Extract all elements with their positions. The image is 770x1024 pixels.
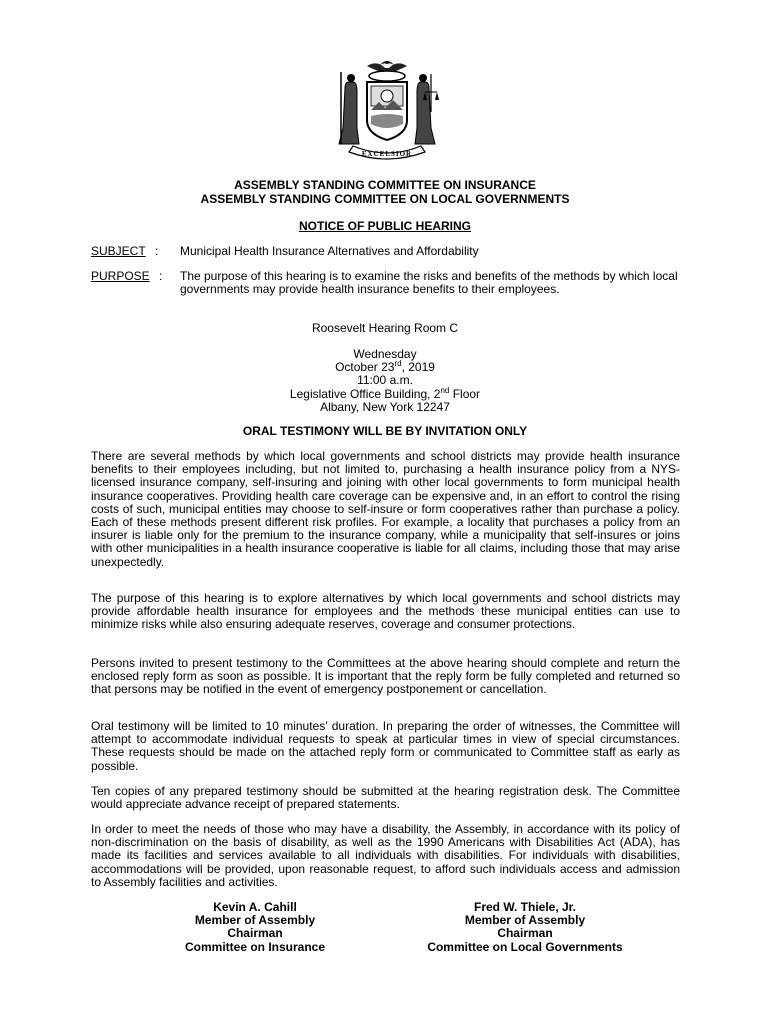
seal-motto: EXCELSIOR: [361, 150, 413, 158]
committee-heading-local-governments: ASSEMBLY STANDING COMMITTEE ON LOCAL GOVERNMENTS: [200, 192, 570, 206]
signer-role: Member of Assembly: [194, 913, 316, 928]
notice-title: NOTICE OF PUBLIC HEARING: [298, 219, 471, 233]
hearing-room: Roosevelt Hearing Room C: [311, 321, 459, 335]
hearing-time: 11:00 a.m.: [357, 373, 413, 388]
hearing-day: Wednesday: [353, 347, 417, 361]
signer-committee: Committee on Insurance: [184, 939, 326, 954]
paragraph-methods: There are several methods by which local governments and school districts may provide health insurance benefits to their employees including, but not limited to, purchasing a health insurance policy from a NYS-licensed insurance company, self-insuring and joining with other local governments to form municipal health insurance cooperatives. Providing health care coverage can be expensive and, in an effort to control the rising costs of such, municipal entities may choose to self-insure or form cooperatives rather than purchase a policy. Each of these methods present different risk profiles. For example, a locality that purchases a policy from an insurer is liable only for the premium to the insurance company, while a municipality that self-insures or joins with other municipalities in a health insurance cooperative is liable for all claims, including those that may arise unexpectedly.: [91, 449, 680, 569]
paragraph-copies: Ten copies of any prepared testimony should be submitted at the hearing registration desk. The Committee would appreciate advance receipt of prepared statements.: [91, 784, 680, 812]
signer-name: Kevin A. Cahill: [213, 900, 297, 914]
signature-cahill: [160, 901, 350, 954]
signer-title: Chairman: [497, 926, 553, 941]
committee-heading-insurance: ASSEMBLY STANDING COMMITTEE ON INSURANCE: [234, 178, 536, 192]
purpose-value: The purpose of this hearing is to examine the risks and benefits of the methods by which local governments may provide health insurance benefits to their employees.: [180, 269, 678, 297]
oral-testimony-notice: ORAL TESTIMONY WILL BE BY INVITATION ONLY: [242, 424, 528, 438]
hearing-building: Legislative Office Building, 2nd Floor: [289, 385, 481, 401]
hearing-date: October 23rd, 2019: [335, 359, 435, 375]
hearing-details: [0, 348, 770, 414]
signer-committee: Committee on Local Governments: [427, 939, 623, 954]
new-york-seal-icon: [327, 52, 447, 164]
signer-name: Fred W. Thiele, Jr.: [473, 900, 577, 914]
signer-role: Member of Assembly: [464, 913, 586, 928]
notice-page: EXCELSIOR ASSEMBLY STANDING COMMITTEE ON INSURANCE ASSEMBLY STANDING COMMITTEE ON LOCAL GOVERNMENTS NOTICE OF PUBLIC HEARING SUBJECT : Municipal Health Insurance Alternatives and Affordability PURPOSE : The purpose of this hearing is to examine the risks and benefits of the methods by which local governments may provide health insurance benefits to their employees. Roosevelt Hearing Room C Wednesday October 23rd, 2019 11:00 a.m. Legislative Office Building, 2nd Floor Albany, New York 12247 ORAL TESTIMONY WILL BE BY INVITATION ONLY There are several methods by which local governments and school districts may provide health insurance benefits to their employees including, but not limited to, purchasing a health insurance policy from a NYS-licensed insurance company, self-insuring and joining with other local governments to form municipal health insurance cooperatives. Providing health care coverage can be expensive and, in an effort to control the rising costs of such, municipal entities may choose to self-insure or form cooperatives rather than purchase a policy. Each of these methods present different risk profiles. For example, a locality that purchases a policy from an insurer is liable only for the premium to the insurance company, while a municipality that self-insures or joins with other municipalities in a health insurance cooperative is liable for all claims, including those that may arise unexpectedly. The purpose of this hearing is to explore alternatives by which local governments and school districts may provide affordable health insurance for employees and the methods these municipal entities can use to minimize risks while also ensuring adequate reserves, coverage and consumer protections. Persons invited to present testimony to the Committees at the above hearing should complete and return the enclosed reply form as soon as possible. It is important that the reply form be fully completed and returned so that persons may be notified in the event of emergency postponement or cancellation. Oral testimony will be limited to 10 minutes’ duration. In preparing the order of witnesses, the Committee will attempt to accommodate individual requests to speak at particular times in view of special circumstances. These requests should be made on the attached reply form or communicated to Committee staff as early as possible. Ten copies of any prepared testimony should be submitted at the hearing registration desk. The Committee would appreciate advance receipt of prepared statements. In order to meet the needs of those who may have a disability, the Assembly, in accordance with its policy of non-discrimination on the basis of disability, as well as the 1990 Americans with Disabilities Act (ADA), has made its facilities and services available to all individuals with disabilities. For individuals with disabilities, accommodations will be provided, upon reasonable request, to afford such individuals access and admission to Assembly facilities and activities. Kevin A. Cahill Member of Assembly Chairman Committee on Insurance Fred W. Thiele, Jr. Member of Assembly Chairman Committee on Local Governments: [0, 0, 770, 1024]
subject-label: SUBJECT: [91, 244, 146, 258]
signature-thiele: [405, 901, 645, 954]
subject-value: Municipal Health Insurance Alternatives and Affordability: [180, 244, 479, 258]
hearing-city: Albany, New York 12247: [320, 399, 450, 414]
paragraph-purpose: The purpose of this hearing is to explore alternatives by which local governments and school districts may provide affordable health insurance for employees and the methods these municipal entities can use to minimize risks while also ensuring adequate reserves, coverage and consumer protections.: [91, 591, 680, 632]
paragraph-oral-testimony: Oral testimony will be limited to 10 minutes’ duration. In preparing the order of witnesses, the Committee will attempt to accommodate individual requests to speak at particular times in view of special circumstances. These requests should be made on the attached reply form or communicated to Committee staff as early as possible.: [91, 719, 680, 773]
committee-headings: [0, 178, 770, 206]
paragraph-persons-invited: Persons invited to present testimony to the Committees at the above hearing should complete and return the enclosed reply form as soon as possible. It is important that the reply form be fully completed and returned so that persons may be notified in the event of emergency postponement or cancellation.: [91, 656, 680, 697]
purpose-label: PURPOSE: [91, 269, 150, 283]
paragraph-disability: In order to meet the needs of those who may have a disability, the Assembly, in accordance with its policy of non-discrimination on the basis of disability, as well as the 1990 Americans with Disabilities Act (ADA), has made its facilities and services available to all individuals with disabilities. For individuals with disabilities, accommodations will be provided, upon reasonable request, to afford such individuals access and admission to Assembly facilities and activities.: [91, 822, 680, 889]
signer-title: Chairman: [227, 926, 283, 941]
